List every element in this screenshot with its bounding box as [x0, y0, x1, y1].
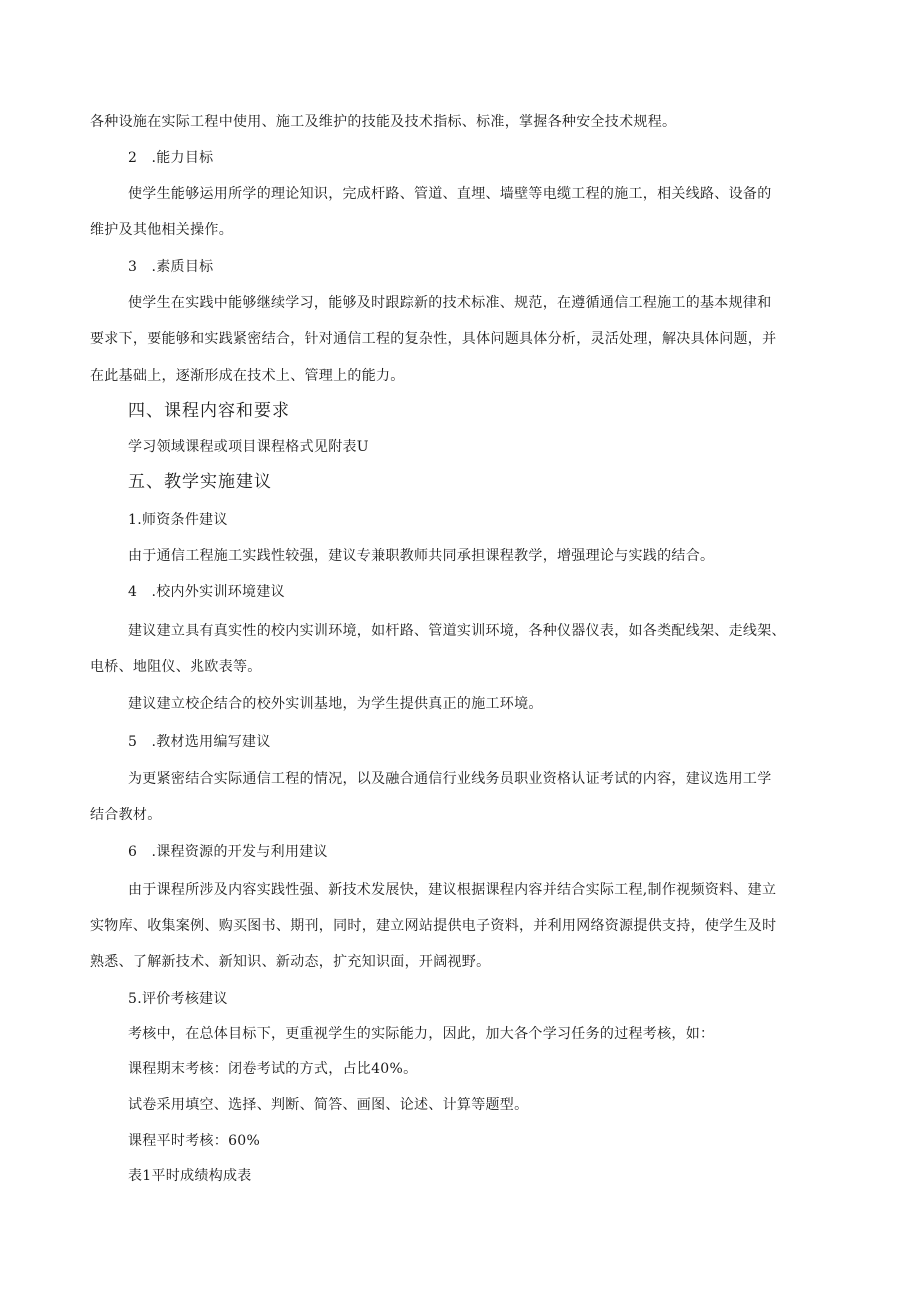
quality-goal-line: 使学生在实践中能够继续学习，能够及时跟踪新的技术标准、规范，在遵循通信工程施工的基本规律和: [128, 295, 772, 311]
quality-goal-line: 在此基础上，逐渐形成在技术上、管理上的能力。: [90, 368, 405, 384]
quality-goal-line: 要求下，要能够和实践紧密结合，针对通信工程的复杂性，具体问题具体分析，灵活处理，解决具体问题，并: [90, 331, 777, 347]
ability-goal-line: 使学生能够运用所学的理论知识，完成杆路、管道、直埋、墙壁等电缆工程的施工，相关线路、设备的: [128, 186, 772, 202]
assessment-line: 考核中，在总体目标下，更重视学生的实际能力，因此，加大各个学习任务的过程考核，如：: [128, 1026, 715, 1042]
textbook-line: 为更紧密结合实际通信工程的情况，以及融合通信行业线务员职业资格认证考试的内容，建议选用工学: [128, 771, 772, 787]
assessment-heading: 5.评价考核建议: [128, 991, 228, 1007]
training-line: 建议建立具有真实性的校内实训环境，如杆路、管道实训环境，各种仪器仪表，如各类配线架、走线架、: [128, 623, 786, 639]
assessment-line: 试卷采用填空、选择、判断、简答、画图、论述、计算等题型。: [128, 1097, 529, 1113]
training-line: 电桥、地阻仪、兆欧表等。: [90, 659, 262, 675]
textbook-heading: 5 .教材选用编写建议: [128, 734, 271, 750]
resource-line: 熟悉、了解新技术、新知识、新动态，扩充知识面，开阔视野。: [90, 954, 491, 970]
ability-goal-heading: 2 .能力目标: [128, 150, 214, 166]
paragraph-intro-line: 各种设施在实际工程中使用、施工及维护的技能及技术指标、标准，掌握各种安全技术规程。: [90, 114, 677, 130]
training-line: 建议建立校企结合的校外实训基地，为学生提供真正的施工环境。: [128, 696, 543, 712]
teacher-text: 由于通信工程施工实践性较强，建议专兼职教师共同承担课程教学，增强理论与实践的结合。: [128, 548, 715, 564]
ability-goal-line: 维护及其他相关操作。: [90, 222, 233, 238]
resource-heading: 6 .课程资源的开发与利用建议: [128, 844, 328, 860]
quality-goal-heading: 3 .素质目标: [128, 259, 214, 275]
resource-line: 实物库、收集案例、购买图书、期刊，同时，建立网站提供电子资料，并利用网络资源提供支持，使学生及时: [90, 918, 777, 934]
table-caption: 表1平时成绩构成表: [128, 1168, 252, 1184]
teacher-heading: 1.师资条件建议: [128, 512, 228, 528]
section-5-heading: 五、教学实施建议: [128, 472, 272, 492]
assessment-line: 课程平时考核：60%: [128, 1133, 261, 1149]
textbook-line: 结合教材。: [90, 807, 162, 823]
training-heading: 4 .校内外实训环境建议: [128, 584, 285, 600]
section-4-text: 学习领域课程或项目课程格式见附表U: [128, 439, 369, 455]
resource-line: 由于课程所涉及内容实践性强、新技术发展快，建议根据课程内容并结合实际工程,制作视频资料、建立: [128, 882, 777, 898]
assessment-line: 课程期末考核：闭卷考试的方式，占比40%。: [128, 1061, 418, 1077]
section-4-heading: 四、课程内容和要求: [128, 401, 290, 421]
